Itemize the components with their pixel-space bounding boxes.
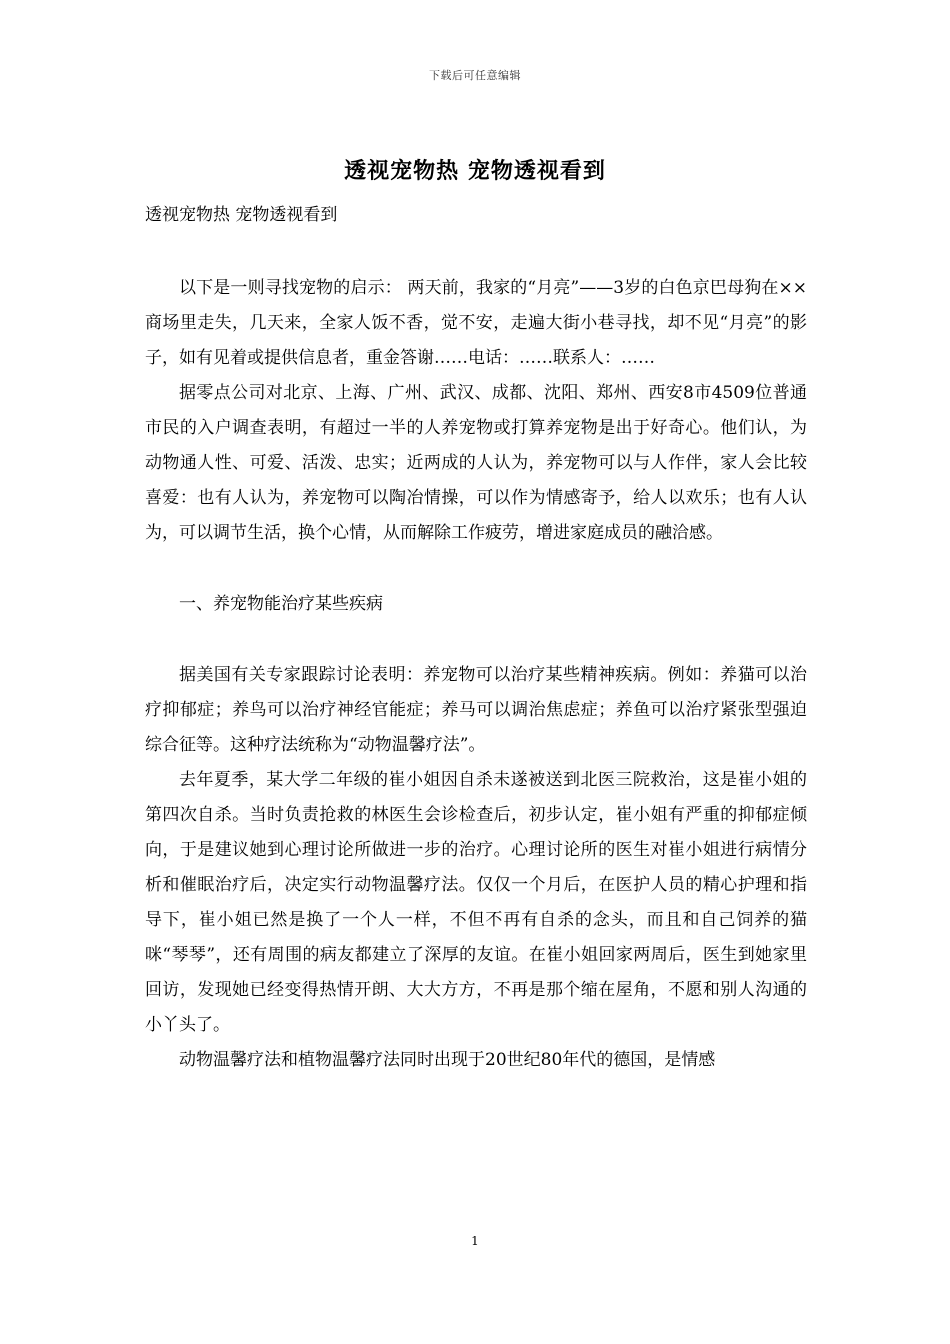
- section-heading: 一、养宠物能治疗某些疾病: [179, 594, 383, 614]
- page-header-note: 下载后可任意编辑: [429, 69, 521, 82]
- paragraph-therapy-origin: 动物温馨疗法和植物温馨疗法同时出现于20世纪80年代的德国，是情感: [179, 1050, 716, 1070]
- document-subtitle: 透视宠物热 宠物透视看到: [145, 205, 338, 225]
- paragraph-case-study: 去年夏季，某大学二年级的崔小姐因自杀未遂被送到北医三院救治，这是崔小姐的第四次自杀。当时负责抢救的林医生会诊检查后，初步认定，崔小姐有严重的抑郁症倾向，于是建议她到心理讨论所做进一步的治疗。心理讨论所的医生对崔小姐进行病情分析和催眠治疗后，决定实行动物温馨疗法。仅仅一个月后，在医护人员的精心护理和指导下，崔小姐已然是换了一个人一样，不但不再有自杀的念头，而且和自己饲养的猫咪“琴琴”，还有周围的病友都建立了深厚的友谊。在崔小姐回家两周后，医生到她家里回访，发现她已经变得热情开朗、大大方方，不再是那个缩在屋角，不愿和别人沟通的小丫头了。: [145, 770, 807, 1035]
- paragraph-survey: 据零点公司对北京、上海、广州、武汉、成都、沈阳、郑州、西安8市4509位普通市民的入户调查表明，有超过一半的人养宠物或打算养宠物是出于好奇心。他们认，为动物通人性、可爱、活泼、忠实；近两成的人认为，养宠物可以与人作伴，家人会比较喜爱：也有人认为，养宠物可以陶冶情操，可以作为情感寄予，给人以欢乐；也有人认为，可以调节生活，换个心情，从而解除工作疲劳，增进家庭成员的融洽感。: [145, 383, 807, 543]
- paragraph-research: 据美国有关专家跟踪讨论表明：养宠物可以治疗某些精神疾病。例如：养猫可以治疗抑郁症；养鸟可以治疗神经官能症；养马可以调治焦虑症；养鱼可以治疗紧张型强迫综合征等。这种疗法统称为“动物温馨疗法”。: [145, 665, 807, 755]
- document-body: [145, 198, 807, 1078]
- page-number: 1: [471, 1234, 479, 1248]
- document-title: 透视宠物热 宠物透视看到: [344, 158, 606, 184]
- paragraph-lost-pet-notice: 以下是一则寻找宠物的启示： 两天前，我家的“月亮”——3岁的白色京巴母狗在××商场里走失，几天来，全家人饭不香，觉不安，走遍大街小巷寻找，却不见“月亮”的影子，如有见着或提供信息者，重金答谢……电话：……联系人：……: [145, 278, 807, 368]
